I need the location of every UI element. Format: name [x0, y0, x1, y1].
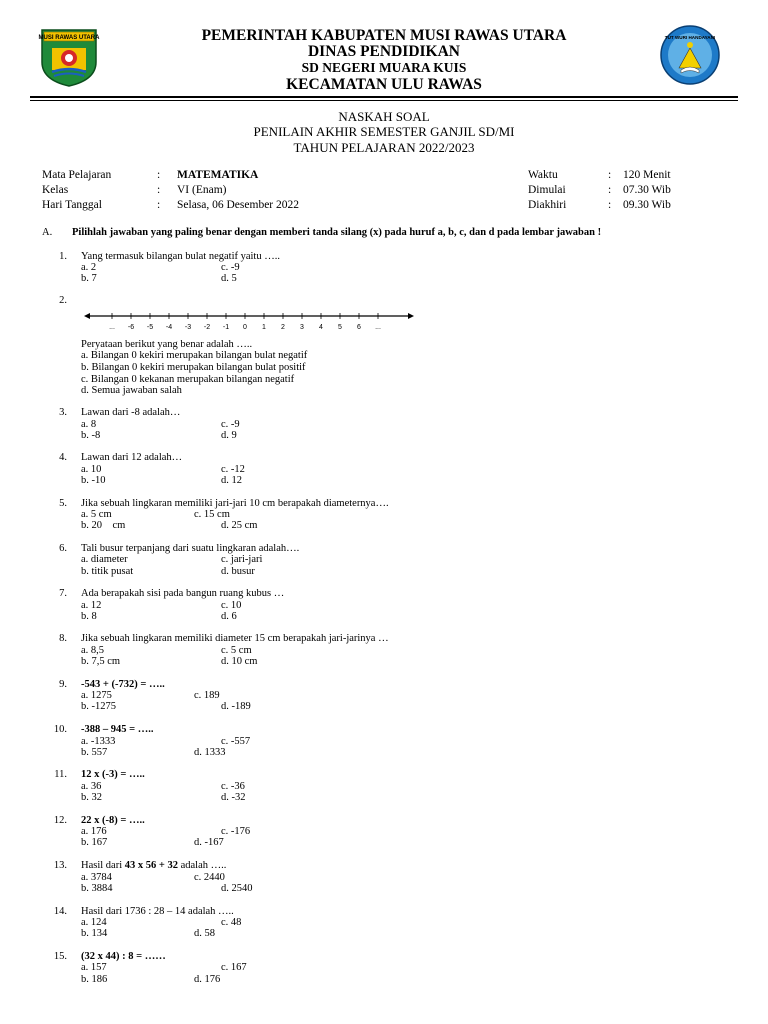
question-text: Tali busur terpanjang dari suatu lingkaran adalah…. — [81, 543, 300, 554]
option-c: c. 167 — [221, 962, 247, 973]
question-text: 12 x (-3) = ….. — [81, 769, 145, 780]
number-line-label: -4 — [165, 324, 173, 331]
question-text: Hasil dari 1736 : 28 – 14 adalah ….. — [81, 906, 234, 917]
option-d: d. 25 cm — [221, 520, 258, 531]
option-c: c. 189 — [194, 690, 220, 701]
question-number: 12. — [53, 815, 67, 826]
header-rule-thick — [30, 96, 738, 98]
option-b: b. -10 — [81, 475, 106, 486]
option-d: d. 2540 — [221, 883, 253, 894]
question-number: 6. — [59, 543, 67, 554]
option-a: a. 176 — [81, 826, 107, 837]
number-line-label: 6 — [357, 324, 361, 331]
question-text: Jika sebuah lingkaran memiliki diameter 15 cm berapakah jari-jarinya … — [81, 633, 389, 644]
option-b: b. 32 — [81, 792, 102, 803]
option-a: a. 10 — [81, 464, 102, 475]
question-number: 15. — [53, 951, 67, 962]
option-a: a. 8 — [81, 419, 97, 430]
number-line-label: -1 — [222, 324, 230, 331]
question-text: Yang termasuk bilangan bulat negatif yaitu ….. — [81, 251, 280, 262]
option-d: d. 6 — [221, 611, 237, 622]
option-d: d. 9 — [221, 430, 237, 441]
question-number: 2. — [59, 295, 67, 306]
class-label: Kelas — [42, 184, 69, 196]
question-number: 10. — [53, 724, 67, 735]
option-d: d. 1333 — [194, 747, 226, 758]
option-d: d. -167 — [194, 837, 224, 848]
option-d: d. -32 — [221, 792, 246, 803]
question-text: (32 x 44) : 8 = …… — [81, 951, 166, 962]
colon: : — [608, 169, 612, 181]
logo-right-text: TUT WURI HANDAYANI — [664, 35, 716, 40]
question-number: 7. — [59, 588, 67, 599]
question-text: Lawan dari -8 adalah… — [81, 407, 181, 418]
option-c: c. -36 — [221, 781, 245, 792]
logo-left-text: MUSI RAWAS UTARA — [38, 35, 100, 42]
colon: : — [608, 184, 612, 196]
option-b: b. -8 — [81, 430, 101, 441]
document-title: NASKAH SOAL — [338, 109, 430, 124]
option-a: a. 36 — [81, 781, 102, 792]
number-line-label: 4 — [319, 324, 323, 331]
number-line-label: 1 — [262, 324, 266, 331]
option-c: c. -9 — [221, 419, 240, 430]
option-b: b. 20 cm — [81, 520, 126, 531]
header-rule-thin — [30, 100, 738, 101]
option-d: d. 10 cm — [221, 656, 258, 667]
subject-value: MATEMATIKA — [177, 169, 259, 181]
number-line-label: 5 — [338, 324, 342, 331]
question-text-pre: Hasil dari — [81, 860, 125, 871]
colon: : — [157, 184, 161, 196]
option-b: b. 3884 — [81, 883, 113, 894]
question-text: Peryataan berikut yang benar adalah ….. — [81, 339, 253, 350]
header-school: SD NEGERI MUARA KUIS — [301, 60, 467, 75]
number-line-label: 2 — [281, 324, 285, 331]
question-text: 22 x (-8) = ….. — [81, 815, 145, 826]
question-number: 9. — [59, 679, 67, 690]
arrow-left-icon — [84, 313, 90, 319]
option-b: b. 186 — [81, 974, 108, 985]
question-number: 1. — [59, 251, 67, 262]
option-c: c. Bilangan 0 kekanan merupakan bilangan negatif — [81, 374, 295, 385]
option-d: d. Semua jawaban salah — [81, 385, 182, 396]
option-c: c. -557 — [221, 736, 251, 747]
option-b: b. 8 — [81, 611, 97, 622]
question-number: 5. — [59, 498, 67, 509]
option-c: c. 48 — [221, 917, 242, 928]
question-text — [81, 861, 226, 872]
number-line-label: 3 — [300, 324, 304, 331]
header-department: DINAS PENDIDIKAN — [307, 43, 460, 60]
header-district: KECAMATAN ULU RAWAS — [286, 76, 482, 93]
question-number: 13. — [53, 860, 67, 871]
option-b: b. 557 — [81, 747, 108, 758]
option-b: b. 134 — [81, 928, 108, 939]
option-c: c. -12 — [221, 464, 245, 475]
number-line-label: -3 — [184, 324, 192, 331]
option-d: d. -189 — [221, 701, 251, 712]
option-a: a. 1275 — [81, 690, 112, 701]
option-a: a. diameter — [81, 554, 128, 565]
option-d: d. 5 — [221, 273, 237, 284]
number-line-label: -2 — [203, 324, 211, 331]
colon: : — [157, 169, 161, 181]
option-b: b. titik pusat — [81, 566, 134, 577]
option-a: a. -1333 — [81, 736, 116, 747]
option-a: a. 5 cm — [81, 509, 112, 520]
option-b: b. 7,5 cm — [81, 656, 121, 667]
exam-name: PENILAIN AKHIR SEMESTER GANJIL SD/MI — [253, 124, 515, 139]
class-value: VI (Enam) — [177, 184, 227, 196]
question-number: 14. — [53, 906, 67, 917]
question-number: 4. — [59, 452, 67, 463]
option-d: d. busur — [221, 566, 255, 577]
start-value: 07.30 Wib — [623, 184, 671, 196]
header-government: PEMERINTAH KABUPATEN MUSI RAWAS UTARA — [201, 27, 567, 44]
option-a: a. 12 — [81, 600, 102, 611]
colon: : — [608, 199, 612, 211]
option-a: a. 124 — [81, 917, 107, 928]
question-text: Ada berapakah sisi pada bangun ruang kubus … — [81, 588, 285, 599]
option-a: a. 157 — [81, 962, 107, 973]
number-line-label: 0 — [243, 324, 247, 331]
option-a: a. 2 — [81, 262, 97, 273]
question-expression: 43 x 56 + 32 — [124, 860, 178, 871]
time-label: Waktu — [528, 169, 558, 181]
section-instruction: Pilihlah jawaban yang paling benar dengan memberi tanda silang (x) pada huruf a, b, c, dan d pada lembar jawaban ! — [72, 227, 602, 238]
number-line-label: ... — [375, 324, 381, 331]
option-b: b. Bilangan 0 kekiri merupakan bilangan bulat positif — [81, 362, 306, 373]
option-c: c. -176 — [221, 826, 251, 837]
number-line-label: -6 — [127, 324, 135, 331]
option-b: b. 7 — [81, 273, 97, 284]
question-number: 3. — [59, 407, 67, 418]
option-c: c. -9 — [221, 262, 240, 273]
question-text-post: adalah ….. — [177, 860, 227, 871]
option-c: c. 15 cm — [194, 509, 230, 520]
arrow-right-icon — [408, 313, 414, 319]
option-d: d. 12 — [221, 475, 242, 486]
date-value: Selasa, 06 Desember 2022 — [177, 199, 299, 211]
end-value: 09.30 Wib — [623, 199, 671, 211]
option-c: c. 5 cm — [221, 645, 252, 656]
question-text: -388 – 945 = ….. — [81, 724, 154, 735]
option-a: a. Bilangan 0 kekiri merupakan bilangan bulat negatif — [81, 350, 308, 361]
option-c: c. jari-jari — [221, 554, 263, 565]
academic-year: TAHUN PELAJARAN 2022/2023 — [293, 140, 475, 155]
option-d: d. 176 — [194, 974, 221, 985]
question-number: 8. — [59, 633, 67, 644]
option-a: a. 8,5 — [81, 645, 105, 656]
start-label: Dimulai — [528, 184, 566, 196]
option-c: c. 2440 — [194, 872, 225, 883]
option-c: c. 10 — [221, 600, 242, 611]
colon: : — [157, 199, 161, 211]
question-number: 11. — [54, 769, 67, 780]
subject-label: Mata Pelajaran — [42, 169, 112, 181]
date-label: Hari Tanggal — [42, 199, 102, 211]
time-value: 120 Menit — [623, 169, 671, 181]
option-b: b. 167 — [81, 837, 108, 848]
question-text: Jika sebuah lingkaran memiliki jari-jari 10 cm berapakah diameternya…. — [81, 498, 389, 509]
option-a: a. 3784 — [81, 872, 112, 883]
number-line-label: ... — [109, 324, 115, 331]
question-text: Lawan dari 12 adalah… — [81, 452, 183, 463]
option-b: b. -1275 — [81, 701, 116, 712]
section-letter: A. — [42, 227, 53, 238]
option-d: d. 58 — [194, 928, 215, 939]
number-line-figure — [84, 307, 414, 333]
end-label: Diakhiri — [528, 199, 567, 211]
question-text: -543 + (-732) = ….. — [81, 679, 165, 690]
number-line-label: -5 — [146, 324, 154, 331]
